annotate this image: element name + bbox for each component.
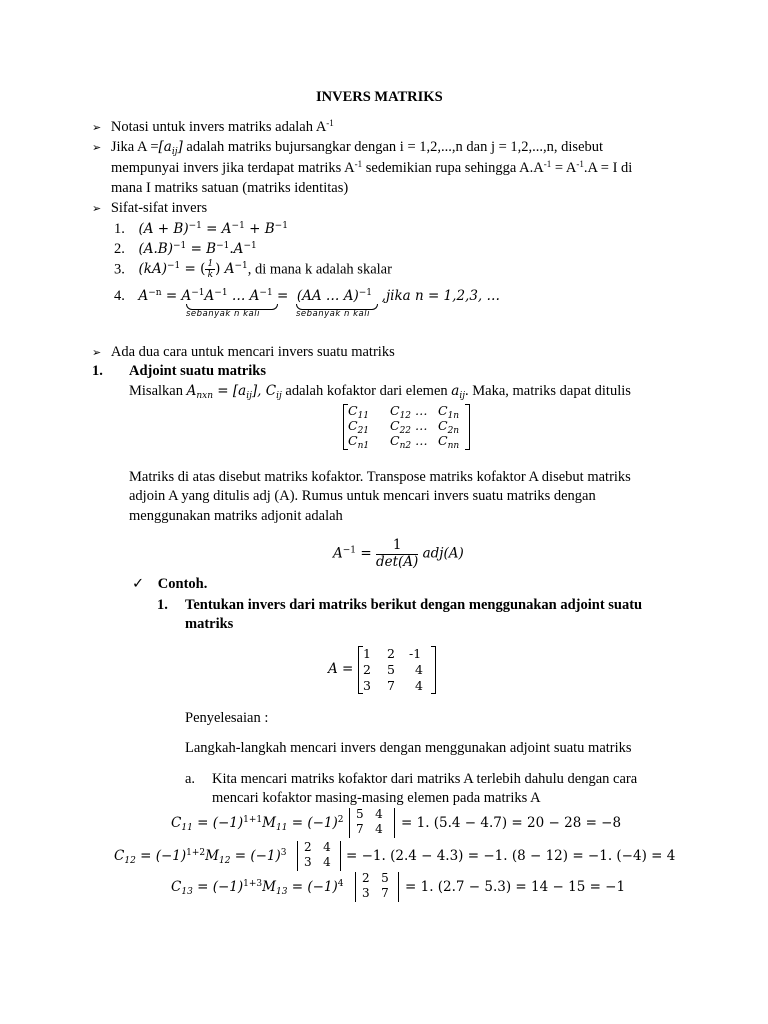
check-icon: ✓ xyxy=(132,576,145,592)
property-4: 4. $A^{-n} = A^{-1}A^{-1}$ … $A^{-1} = (AA$ … A)$^{-1}$ ,jika n = 1,2,3, … xyxy=(114,288,500,304)
solution-label: Penyelesaian : xyxy=(185,710,269,726)
matrix-right-bracket xyxy=(465,404,470,450)
arrow-bullet-icon: ➢ xyxy=(92,203,102,215)
page-title: INVERS MATRIKS xyxy=(316,89,443,105)
det-bar xyxy=(349,808,350,838)
property-2: 2. $(A.B)^{-1} = B^{-1}.A^{-1}$ xyxy=(114,241,257,257)
arrow-bullet-icon: ➢ xyxy=(92,142,102,154)
cofactor-row-3: $C_{n1}$ $C_{n2}$ … $C_{nn}$ xyxy=(348,433,460,451)
underbrace-label-1: sebanyak n kali xyxy=(186,309,260,319)
paragraph-line-3: menggunakan matriks adjonit adalah xyxy=(129,508,343,524)
det-bar xyxy=(297,841,298,871)
question-number: 1. xyxy=(157,597,168,613)
cofactor-c12-result: = −1. (2.4 − 4.3) = −1. (8 − 12) = −1. (−4) = 4 xyxy=(346,848,676,864)
det-bar xyxy=(340,841,341,871)
matrix-a-row-1: 1 2 -1 xyxy=(363,646,422,661)
cofactor-c11: $C_{11} = (-1)^{1+1}M_{11} = (-1)^2$ xyxy=(171,815,344,833)
step-a-line-2: mencari kofaktor masing-masing elemen pada matriks A xyxy=(212,790,541,806)
section-intro: Misalkan $A_{nxn} = [a_{ij}]$, $C_{ij}$ adalah kofaktor dari elemen $a_{ij}$. Maka, matriks dapat ditulis xyxy=(129,383,631,401)
section-heading: Adjoint suatu matriks xyxy=(129,363,266,379)
matrix-a-row-2: 2 5 4 xyxy=(363,662,423,677)
bullet-definition: ➢ Jika $A =[a_{ij}]$ adalah matriks bujursangkar dengan i = 1,2,...,n dan j = 1,2,...,n, disebut xyxy=(92,139,604,157)
step-a-label: a. xyxy=(185,771,196,787)
det-c12-entries: 2 4 3 4 xyxy=(304,840,331,869)
cofactor-row-2: $C_{21}$ $C_{22}$ … $C_{2n}$ xyxy=(348,418,460,436)
bullet-definition-line2: mempunyai invers jika terdapat matriks $A^{-1}$ sedemikian rupa sehingga $A.A^{-1} = A^{-1}.A = I$ di xyxy=(111,159,633,176)
det-bar xyxy=(398,872,399,902)
question-line-2: matriks xyxy=(185,616,234,632)
bullet-two-methods: ➢ Ada dua cara untuk mencari invers suatu matriks xyxy=(92,344,395,360)
cofactor-c13: $C_{13} = (-1)^{1+3}M_{13} = (-1)^4$ xyxy=(171,879,344,897)
step-a-line-1: Kita mencari matriks kofaktor dari matriks A terlebih dahulu dengan cara xyxy=(212,771,638,787)
cofactor-row-1: $C_{11}$ $C_{12}$ … $C_{1n}$ xyxy=(348,403,460,421)
bullet-notation: ➢ Notasi untuk invers matriks adalah $A^{-1}$ xyxy=(92,118,334,135)
bullet-properties: ➢ Sifat-sifat invers xyxy=(92,200,208,216)
bullet-definition-line3: mana I matriks satuan (matriks identitas) xyxy=(111,180,349,196)
paragraph-line-1: Matriks di atas disebut matriks kofaktor. Transpose matriks kofaktor A disebut matriks xyxy=(129,469,631,485)
example-label: ✓ Contoh. xyxy=(132,576,208,592)
arrow-bullet-icon: ➢ xyxy=(92,347,102,359)
det-bar xyxy=(394,808,395,838)
det-c11-entries: 5 4 7 4 xyxy=(356,807,383,836)
det-bar xyxy=(355,872,356,902)
paragraph-line-2: adjoin A yang ditulis adj (A). Rumus untuk mencari invers suatu matriks dengan xyxy=(129,488,596,504)
cofactor-c11-result: = 1. (5.4 − 4.7) = 20 − 28 = −8 xyxy=(401,815,622,831)
cofactor-c12: $C_{12} = (-1)^{1+2}M_{12} = (-1)^3$ xyxy=(114,848,287,866)
property-3: 3. (kA)$^{-1}$ = ( $\frac{1}{k}$ ) $A^{-1}$, di mana k adalah skalar xyxy=(114,259,392,281)
det-c13-entries: 2 5 3 7 xyxy=(362,871,389,900)
underbrace-label-2: sebanyak n kali xyxy=(296,309,370,319)
arrow-bullet-icon: ➢ xyxy=(92,122,102,134)
property-1: 1. $(A + B)^{-1} = A^{-1} + B^{-1}$ xyxy=(114,221,288,237)
steps-intro: Langkah-langkah mencari invers dengan menggunakan adjoint suatu matriks xyxy=(185,740,632,756)
matrix-a-right-bracket xyxy=(431,646,436,694)
cofactor-c13-result: = 1. (2.7 − 5.3) = 14 − 15 = −1 xyxy=(405,879,626,895)
inverse-formula: $A^{-1}$ = $\frac{1}{\det(A)}$ adj(A) xyxy=(333,537,464,570)
question-line-1: Tentukan invers dari matriks berikut dengan menggunakan adjoint suatu xyxy=(185,597,643,613)
section-number: 1. xyxy=(92,363,103,379)
matrix-a-label: A = xyxy=(328,661,354,677)
matrix-a-row-3: 3 7 4 xyxy=(363,678,423,693)
